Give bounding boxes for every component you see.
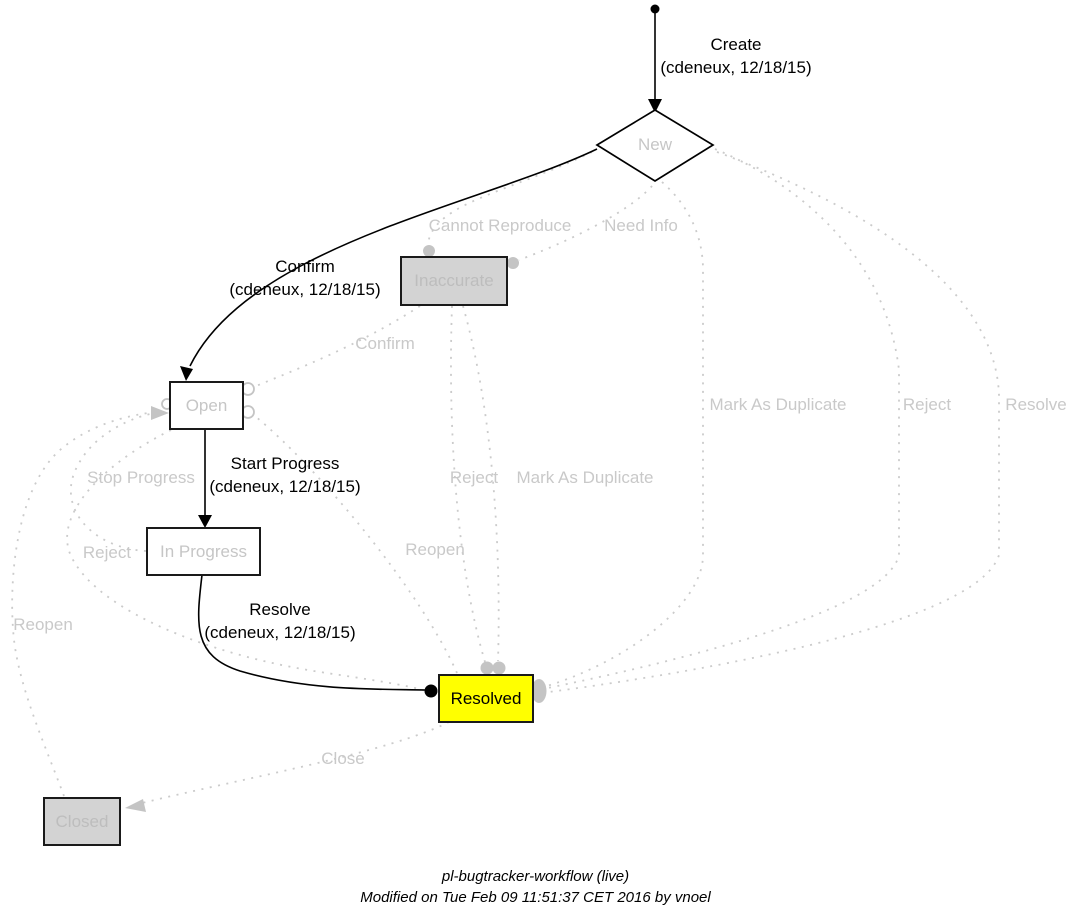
- edge-label-need-info: Need Info: [604, 216, 678, 235]
- edge-label-create-name: Create: [710, 35, 762, 54]
- edge-label-start-progress-active: [209, 452, 360, 498]
- edge-label-confirm-active: [229, 255, 380, 301]
- edge-label-reject-inaccurate: Reject: [449, 468, 499, 487]
- start-dot: [651, 5, 660, 14]
- node-inaccurate[interactable]: [400, 256, 508, 306]
- dot-marker-resolved-top-1: [481, 662, 494, 675]
- edge-label-close: Close: [321, 749, 365, 768]
- node-resolved-label: Resolved: [450, 688, 522, 708]
- dot-marker-resolved-left: [425, 685, 438, 698]
- edge-label-confirm-active-meta: (cdeneux, 12/18/15): [229, 280, 381, 299]
- node-resolved[interactable]: [438, 674, 534, 723]
- edge-reject-new: [548, 149, 899, 688]
- node-open-label: Open: [185, 395, 228, 415]
- edge-label-start-progress-meta: (cdeneux, 12/18/15): [209, 477, 361, 496]
- diagram-modified-line: Modified on Tue Feb 09 11:51:37 CET 2016 by vnoel: [360, 889, 711, 906]
- edge-mark-as-duplicate-new: [547, 182, 703, 686]
- edge-label-resolve-new: Resolve: [1005, 395, 1067, 414]
- edge-label-resolve-active: [204, 598, 355, 644]
- edge-label-start-progress-name: Start Progress: [230, 454, 340, 473]
- edge-label-confirm-inactive: Confirm: [355, 334, 415, 353]
- edge-label-mark-as-duplicate-new: Mark As Duplicate: [709, 395, 847, 414]
- node-closed-label: Closed: [55, 811, 109, 831]
- dot-marker-resolved-top-2: [493, 662, 506, 675]
- edge-label-reopen-closed: Reopen: [13, 615, 73, 634]
- edge-label-confirm-active-name: Confirm: [275, 257, 335, 276]
- node-in-progress[interactable]: [146, 527, 261, 576]
- edge-label-reopen-resolved: Reopen: [405, 540, 465, 559]
- dot-marker-inaccurate-right: [507, 257, 519, 269]
- edge-label-create-meta: (cdeneux, 12/18/15): [660, 58, 812, 77]
- edge-label-mark-as-duplicate-inaccurate: Mark As Duplicate: [516, 468, 654, 487]
- arrowhead-open-top: [180, 366, 193, 381]
- edge-label-stop-progress: Stop Progress: [87, 468, 195, 487]
- edge-label-resolve-active-name: Resolve: [249, 600, 311, 619]
- edge-label-cannot-reproduce: Cannot Reproduce: [428, 216, 572, 235]
- node-open[interactable]: [169, 381, 244, 430]
- node-in-progress-label: In Progress: [160, 541, 247, 561]
- node-closed[interactable]: [43, 797, 121, 846]
- edge-label-resolve-active-meta: (cdeneux, 12/18/15): [204, 623, 356, 642]
- edge-label-reject-new: Reject: [902, 395, 952, 414]
- edge-close: [142, 722, 449, 803]
- node-new-label: New: [637, 135, 673, 154]
- arrowhead-closed-right: [125, 799, 146, 812]
- edge-label-reject-open: Reject: [82, 543, 132, 562]
- node-inaccurate-label: Inaccurate: [414, 271, 494, 290]
- diagram-title: pl-bugtracker-workflow (live): [441, 868, 630, 885]
- edge-label-create: [660, 33, 811, 79]
